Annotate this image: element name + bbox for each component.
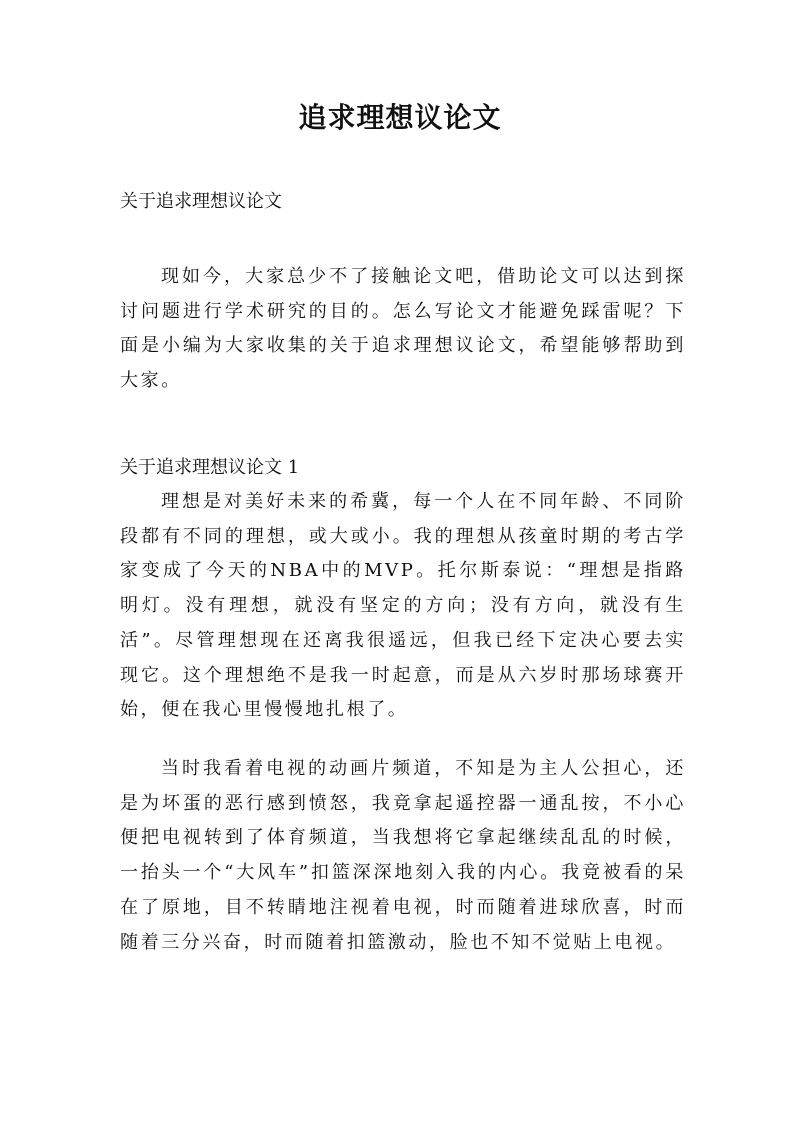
document-subtitle: 关于追求理想议论文 — [120, 191, 282, 212]
intro-paragraph: 现如今，大家总少不了接触论文吧，借助论文可以达到探讨问题进行学术研究的目的。怎么写论文才能避免踩雷呢？下面是小编为大家收集的关于追求理想议论文，希望能够帮助到大家。 — [120, 266, 686, 392]
body-paragraph-1: 理想是对美好未来的希冀，每一个人在不同年龄、不同阶段都有不同的理想，或大或小。我的理想从孩童时期的考古学家变成了今天的NBA中的MVP。托尔斯泰说：“理想是指路明灯。没有理想，就没有坚定的方向；没有方向，就没有生活”。尽管理想现在还离我很遥远，但我已经下定决心要去实现它。这个理想绝不是我一时起意，而是从六岁时那场球赛开始，便在我心里慢慢地扎根了。 — [120, 491, 686, 721]
body-paragraph-2: 当时我看着电视的动画片频道，不知是为主人公担心，还是为坏蛋的恶行感到愤怒，我竟拿起遥控器一通乱按，不小心便把电视转到了体育频道，当我想将它拿起继续乱乱的时候，一抬头一个“大风车”扣篮深深地刻入我的内心。我竟被看的呆在了原地，目不转睛地注视着电视，时而随着进球欣喜，时而随着三分兴奋，时而随着扣篮激动，脸也不知不觉贴上电视。 — [120, 758, 686, 953]
section-title: 关于追求理想议论文 1 — [120, 457, 300, 478]
document-title: 追求理想议论文 — [298, 101, 502, 134]
